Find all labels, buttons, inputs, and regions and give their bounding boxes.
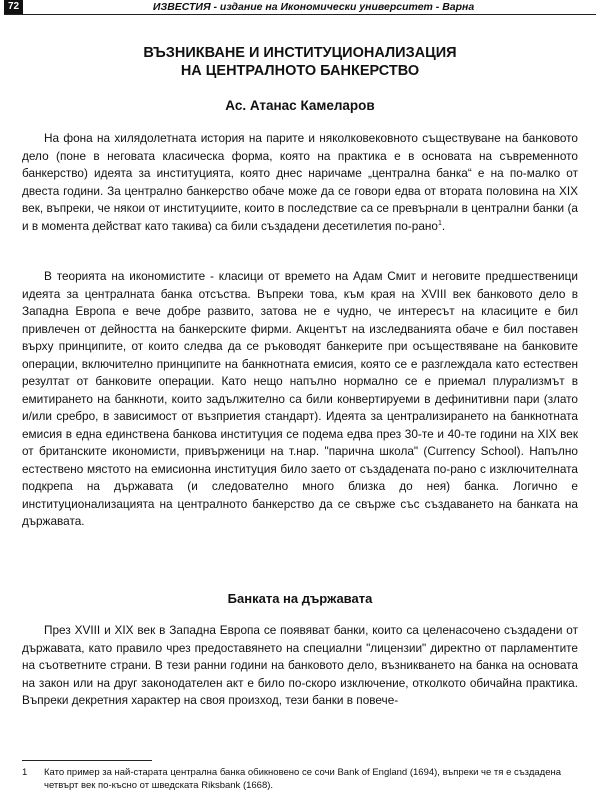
footnote-mark: 1	[22, 767, 28, 778]
body-paragraph-3	[22, 622, 578, 710]
footnote-text: Като пример за най-старата централна банка обикновено се сочи Bank of England (1694), въпреки че тя е създадена четвърт век по-късно от шведската Riksbank (1668).	[44, 767, 562, 791]
paragraph-1-text: На фона на хилядолетната история на парите и няколковековното съществуване на банковото дело (поне в неговата класическа форма, която на практика е в основата на съвременното банкерство) идеята за институцията, която днес наричаме „централна банка“ е на по-малко от двеста години. За централно банкерство обаче може да се говори едва от втората половина на XIX век, въпреки, че някои от институциите, които в последствие са се превърнали в централни банки (а и в момента действат като такива) са били създадени десетилетия по-рано	[22, 131, 578, 233]
footnote	[22, 766, 578, 792]
article-title-line-1: ВЪЗНИКВАНЕ И ИНСТИТУЦИОНАЛИЗАЦИЯ	[143, 45, 457, 61]
footnote-ref[interactable]: 1	[437, 219, 442, 227]
article-title-line-2: НА ЦЕНТРАЛНОТО БАНКЕРСТВО	[180, 63, 420, 79]
footnote-divider	[22, 760, 152, 761]
paragraph-2-text: В теорията на икономистите - класици от времето на Адам Смит и неговите предшественици идеята за централната банка отсъства. Въпреки това, към края на XVIII век банковото дело в Западна Европа е вече добре развито, затова не е чудно, че интересът на класиците е бил привлечен от дейността на банкерските фирми. Акцентът на изследванията обаче е бил поставен върху принципите, от които следва да се ръководят банкерите при осъществяване на банковите операции, включително принципите на банкнотната емисия, която се е разглеждала като естествен резултат от банковите операции. Като нещо напълно нормално се е приемал плурализмът в емитирането на банкноти, които задължително са били конвертируеми в дефинитивни пари (злато и/или сребро, в зависимост от възприетия стандарт). Идеята за централизирането на банкнотната емисия в една единствена банкова институция се подема едва през 30-те и 40-те години на XIX век от британските икономисти, привърженици на т.нар. "парична школа" (Currency School). Напълно естествено мястото на емисионна институция било заето от създадената по-рано с изключителната подкрепа на държавата (и следователно много близка до нея) банка. Логично е институционализацията на централното банкерство да се свърже със създаването на банката на държавата.	[22, 269, 578, 528]
journal-running-head: ИЗВЕСТИЯ - издание на Икономически университет - Варна	[152, 1, 475, 13]
running-header	[4, 0, 596, 15]
article-author: Ас. Атанас Камеларов	[225, 98, 375, 113]
paragraph-1-end: .	[441, 218, 446, 233]
page-number: 72	[4, 0, 23, 14]
body-paragraph-2	[22, 268, 578, 531]
paragraph-3-text: През XVIII и XIX век в Западна Европа се появяват банки, които са целенасочено създадени от държавата, като правило чрез предоставянето на специални "лицензии" директно от парламентите на съответните страни. В тези ранни години на банковото дело, възникването на банка на основата на закон или на друг законодателен акт е било по-скоро изключение, отколкото обичайна практика. Въпреки декретния характер на своя произход, тези банки в повече-	[22, 623, 578, 707]
article-title	[20, 44, 580, 80]
body-paragraph-1	[22, 130, 578, 235]
section-heading: Банката на държавата	[227, 591, 373, 606]
